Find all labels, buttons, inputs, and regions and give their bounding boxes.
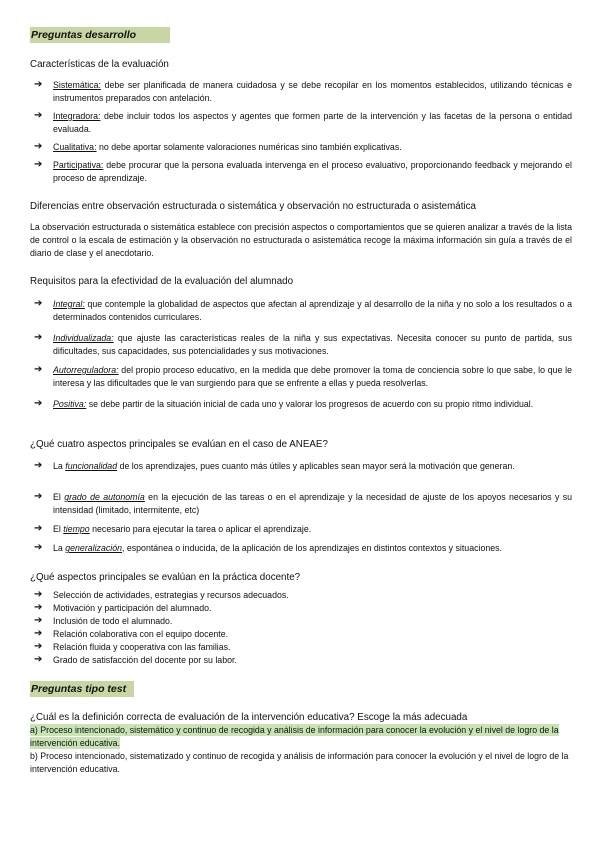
heading-requisitos: Requisitos para la efectividad de la evaluación del alumnado: [30, 276, 294, 287]
list-item: [34, 298, 572, 324]
list-item: [34, 523, 572, 536]
list-item: [34, 602, 572, 615]
item-text: que ajuste las características reales de la niña y sus expectativas. Necesita conocer su punto de partida, sus dificultades, sus capacidades, sus potencialidades y sus motivaciones.: [53, 333, 572, 356]
item-prefix: La: [53, 543, 63, 553]
item-text: , espontánea o inducida, de la aplicación de los aprendizajes en distintos contextos y situaciones.: [121, 543, 502, 553]
arrow-icon: ➔: [34, 602, 43, 613]
arrow-icon: ➔: [34, 79, 43, 90]
item-text: del propio proceso educativo, en la medida que debe promover la toma de conciencia sobre lo que sabe, lo que le interesa y las dificultades que le van surgiendo para que se enfrente a ellas y pueda resolverlas.: [53, 365, 573, 388]
arrow-icon: ➔: [34, 332, 43, 343]
arrow-icon: ➔: [34, 654, 43, 665]
item-text: Relación colaborativa con el equipo docente.: [53, 629, 229, 639]
term: Integradora:: [53, 111, 101, 121]
term: tiempo: [63, 524, 90, 534]
list-item: [34, 491, 572, 517]
item-text: Inclusión de todo el alumnado.: [53, 616, 173, 626]
list-item: [34, 364, 572, 390]
section-title-desarrollo: Preguntas desarrollo: [31, 29, 137, 41]
list-item: [34, 110, 572, 136]
arrow-icon: ➔: [34, 641, 43, 652]
term: Individualizada:: [53, 333, 114, 343]
list-item: [34, 398, 572, 411]
list-item: [34, 159, 572, 185]
term: generalización: [65, 543, 122, 553]
arrow-icon: ➔: [34, 589, 43, 600]
arrow-icon: ➔: [34, 523, 43, 534]
term: grado de autonomía: [64, 492, 145, 502]
term: Autorreguladora:: [53, 365, 119, 375]
item-text: en la ejecución de las tareas o en el aprendizaje y la necesidad de ajuste de los apoyos necesarios y su intensidad (limitado, intermitente, etc): [53, 492, 573, 515]
item-text: debe procurar que la persona evaluada intervenga en el proceso evaluativo, proporcionando feedback y mejorando el proceso de aprendizaje.: [53, 160, 572, 183]
list-item: [34, 654, 572, 667]
item-text: debe incluir todos los aspectos y agentes que formen parte de la intervención y las facetas de la persona o entidad evaluada.: [53, 111, 572, 134]
section-title-test: Preguntas tipo test: [31, 683, 127, 695]
arrow-icon: ➔: [34, 159, 43, 170]
arrow-icon: ➔: [34, 141, 43, 152]
item-text: necesario para ejecutar la tarea o aplicar el aprendizaje.: [92, 524, 312, 534]
term: Integral:: [53, 299, 85, 309]
arrow-icon: ➔: [34, 110, 43, 121]
list-item: [34, 460, 572, 473]
item-prefix: La: [53, 461, 63, 471]
item-text: que contemple la globalidad de aspectos que afectan al aprendizaje y al desarrollo de la niña y no solo a los resultados o a determinados contenidos curriculares.: [53, 299, 572, 322]
arrow-icon: ➔: [34, 398, 43, 409]
heading-diferencias: Diferencias entre observación estructurada o sistemática y observación no estructurada o asistemática: [30, 201, 476, 212]
list-item: [34, 332, 572, 358]
item-text: de los aprendizajes, pues cuanto más útiles y aplicables sean mayor será la motivación que generan.: [119, 461, 515, 471]
paragraph-diferencias: La observación estructurada o sistemática establece con precisión aspectos o comportamientos que se quieren analizar a través de la lista de control o la escala de estimación y la observación no estructurada o asistemática recoge la máxima información sin guía a través de el diario de clase y el anecdotario.: [30, 222, 572, 258]
item-text: Relación fluida y cooperativa con las familias.: [53, 642, 231, 652]
list-item: [34, 615, 572, 628]
item-text: Selección de actividades, estrategias y recursos adecuados.: [53, 590, 289, 600]
arrow-icon: ➔: [34, 491, 43, 502]
answer-b: [30, 750, 572, 776]
term: Positiva:: [53, 399, 87, 409]
term: Participativa:: [53, 160, 104, 170]
term: Cualitativa:: [53, 142, 97, 152]
item-text: Motivación y participación del alumnado.: [53, 603, 212, 613]
arrow-icon: ➔: [34, 628, 43, 639]
item-text: no debe aportar solamente valoraciones numéricas sino también explicativas.: [98, 142, 402, 152]
heading-caracteristicas: Características de la evaluación: [30, 59, 169, 70]
list-item: [34, 79, 572, 105]
list-item: [34, 641, 572, 654]
item-prefix: El: [53, 524, 61, 534]
arrow-icon: ➔: [34, 298, 43, 309]
arrow-icon: ➔: [34, 542, 43, 553]
heading-practica-docente: ¿Qué aspectos principales se evalúan en la práctica docente?: [30, 572, 301, 583]
arrow-icon: ➔: [34, 615, 43, 626]
item-prefix: El: [53, 492, 61, 502]
list-item: [34, 589, 572, 602]
term: Sistemática:: [53, 80, 101, 90]
answer-b-text: b) Proceso intencionado, sistematizado y continuo de recogida y análisis de información para conocer la evolución y el nivel de logro de la intervención educativa.: [30, 751, 569, 774]
answer-a: [30, 724, 572, 750]
item-text: Grado de satisfacción del docente por su labor.: [53, 655, 237, 665]
item-text: debe ser planificada de manera cuidadosa y se debe recopilar en los momentos establecidos, utilizando técnicas e instrumentos preparados con antelación.: [53, 80, 572, 103]
term: funcionalidad: [65, 461, 118, 471]
list-item: [34, 542, 572, 555]
answer-a-text: a) Proceso intencionado, sistemático y continuo de recogida y análisis de información para conocer la evolución y el nivel de logro de la intervención educativa.: [30, 725, 559, 748]
heading-aneae: ¿Qué cuatro aspectos principales se evalúan en el caso de ANEAE?: [30, 439, 328, 450]
list-item: [34, 628, 572, 641]
item-text: se debe partir de la situación inicial de cada uno y valorar los progresos de acuerdo con su propio ritmo individual.: [88, 399, 534, 409]
arrow-icon: ➔: [34, 364, 43, 375]
arrow-icon: ➔: [34, 460, 43, 471]
test-question: ¿Cuál es la definición correcta de evaluación de la intervención educativa? Escoge la más adecuada: [30, 712, 468, 723]
list-item: [34, 141, 572, 154]
